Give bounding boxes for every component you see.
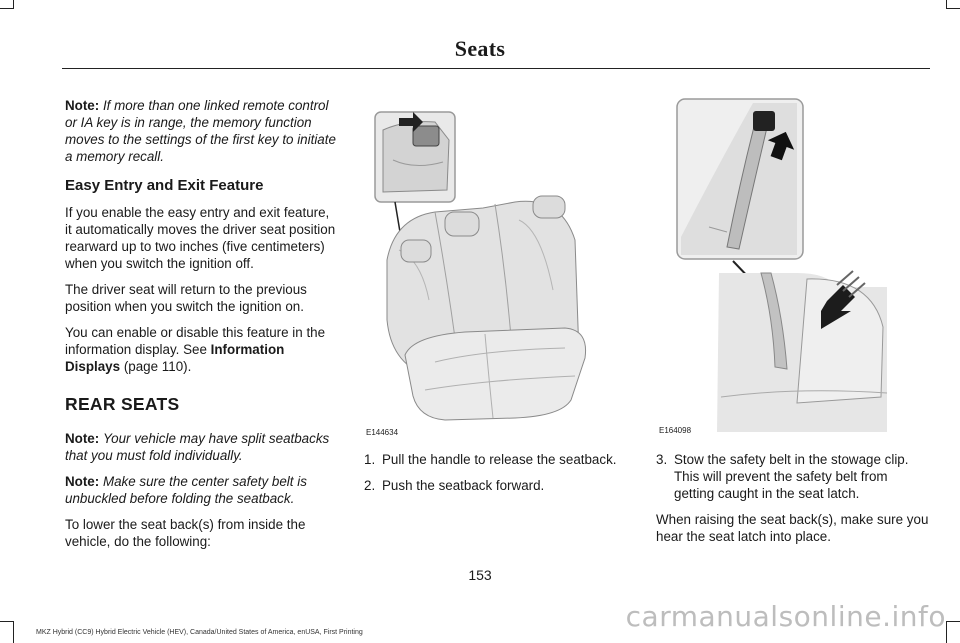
step-number: 3. xyxy=(656,452,668,467)
easy-entry-paragraph: If you enable the easy entry and exit feature, it automatically moves the driver seat position rearward up to two inches (five centimeters) when you switch the ignition off. xyxy=(65,205,336,271)
note-text: Make sure the center safety belt is unbuckled before folding the seatback. xyxy=(65,474,307,506)
step-item xyxy=(656,451,930,502)
rear-seat-illustration xyxy=(365,100,623,438)
easy-entry-heading: Easy Entry and Exit Feature xyxy=(65,177,264,194)
note-label: Note: xyxy=(65,431,100,446)
enable-text: You can enable or disable this feature in the information display. See xyxy=(65,325,326,357)
right-steps xyxy=(656,451,930,545)
note-label: Note: xyxy=(65,98,100,113)
return-paragraph: The driver seat will return to the previous position when you switch the ignition on. xyxy=(65,282,307,314)
note-label: Note: xyxy=(65,474,100,489)
header-rule xyxy=(62,68,930,69)
left-column xyxy=(65,97,337,550)
note-split-seatbacks xyxy=(65,430,337,464)
information-displays-link[interactable]: Information Displays xyxy=(65,342,285,374)
crop-mark xyxy=(13,621,14,643)
note-text: If more than one linked remote control or IA key is in range, the memory function moves to the settings of the first key to initiate a memory recall. xyxy=(65,98,336,164)
step-number: 2. xyxy=(364,478,376,493)
step-item xyxy=(364,451,639,468)
footer-text: MKZ Hybrid (CC9) Hybrid Electric Vehicle (HEV), Canada/United States of America, enUSA, First Printing xyxy=(36,629,363,636)
page-number: 153 xyxy=(468,567,492,583)
step-text: Pull the handle to release the seatback. xyxy=(382,452,617,467)
page-header-title: Seats xyxy=(454,36,506,61)
steps-list xyxy=(364,451,639,494)
lower-seatback-paragraph: To lower the seat back(s) from inside the vehicle, do the following: xyxy=(65,517,306,549)
rear-seats-heading: REAR SEATS xyxy=(65,394,180,414)
note-memory xyxy=(65,97,337,165)
crop-mark xyxy=(946,621,947,643)
middle-steps xyxy=(364,451,639,494)
step-item xyxy=(364,477,639,494)
steps-list xyxy=(656,451,930,502)
step-text: Push the seatback forward. xyxy=(382,478,545,493)
crop-mark xyxy=(13,0,14,8)
enable-paragraph xyxy=(65,324,337,375)
crop-mark xyxy=(946,621,960,622)
crop-mark xyxy=(946,8,960,9)
crop-mark xyxy=(0,8,14,9)
figure-code: E164098 xyxy=(659,426,692,435)
step-text: Stow the safety belt in the stowage clip. This will prevent the safety belt from getting caught in the seat latch. xyxy=(674,452,909,501)
watermark: carmanualsonline.info xyxy=(625,600,946,633)
safety-belt-drawing xyxy=(657,97,907,437)
raise-seatback-paragraph: When raising the seat back(s), make sure you hear the seat latch into place. xyxy=(656,512,929,544)
step-number: 1. xyxy=(364,452,376,467)
safety-belt-illustration xyxy=(657,97,907,437)
rear-seat-drawing xyxy=(365,100,623,438)
crop-mark xyxy=(946,0,947,8)
page-reference: (page 110). xyxy=(123,359,192,374)
note-center-belt xyxy=(65,473,337,507)
crop-mark xyxy=(0,621,14,622)
note-text: Your vehicle may have split seatbacks that you must fold individually. xyxy=(65,431,330,463)
figure-code: E144634 xyxy=(366,428,399,437)
